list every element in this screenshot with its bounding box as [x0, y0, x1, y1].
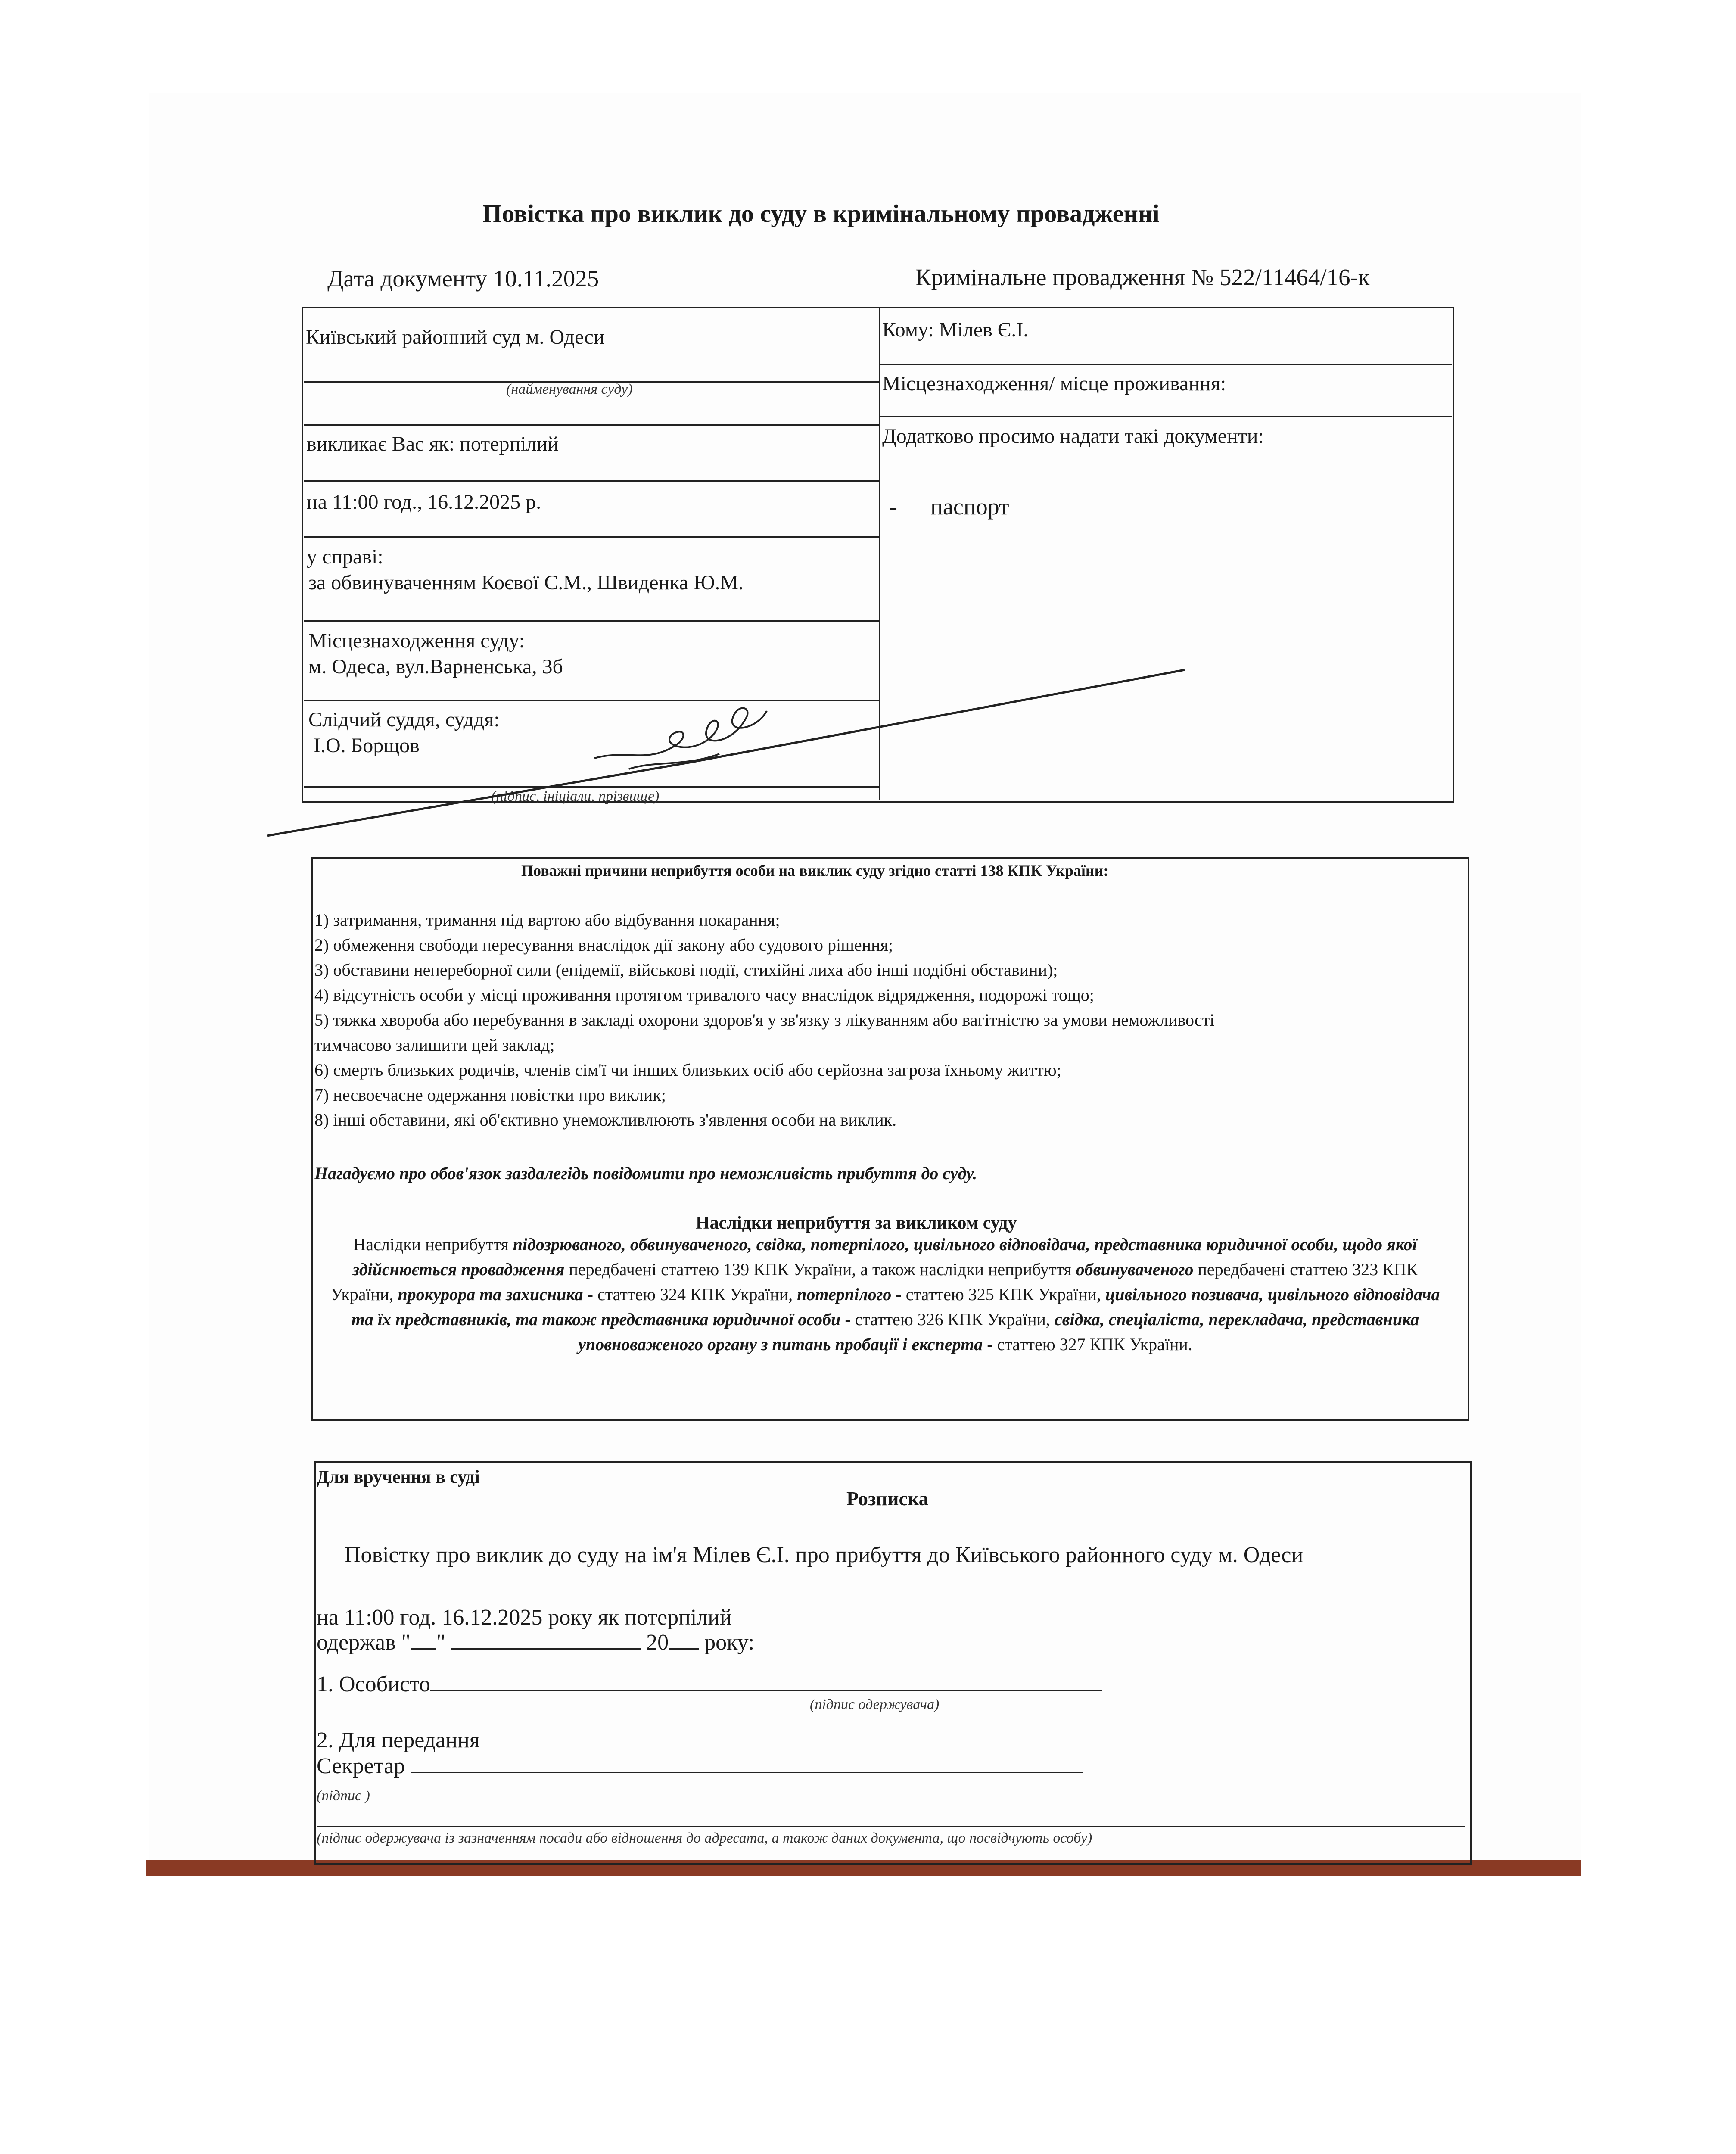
- signature-note: (підпис, ініціали, прізвище): [491, 788, 660, 804]
- consequences-title: Наслідки неприбуття за викликом суду: [696, 1213, 1017, 1233]
- document-item: паспорт: [930, 494, 1009, 520]
- court-name: Київський районний суд м. Одеси: [306, 326, 605, 349]
- receipt-line-1: Повістку про виклик до суду на ім'я Мілев Є.І. про прибуття до Київського районного суду м. Одеси: [345, 1543, 1304, 1567]
- background-surface: [0, 1860, 1736, 2154]
- personal-signature-blank[interactable]: [430, 1673, 1102, 1691]
- court-location-value: м. Одеса, вул.Варненська, 3б: [308, 655, 563, 678]
- document-item-bullet: -: [890, 494, 897, 520]
- secretary-line: Секретар: [317, 1753, 1083, 1779]
- case-value: за обвинуваченням Коєвої С.М., Швиденка Ю.М.: [308, 571, 744, 594]
- residence-label: Місцезнаходження/ місце проживання:: [882, 372, 1226, 395]
- row-line: [880, 364, 1452, 365]
- reason-item: тимчасово залишити цей заклад;: [314, 1035, 555, 1055]
- case-label: у справі:: [307, 545, 383, 568]
- bottom-rule: [317, 1826, 1465, 1827]
- row-line: [304, 424, 879, 426]
- reason-item: 7) несвоєчасне одержання повістки про виклик;: [314, 1085, 666, 1105]
- court-location-label: Місцезнаходження суду:: [308, 629, 525, 652]
- receipt-header: Для вручення в суді: [317, 1467, 480, 1487]
- received-line: одержав " " 20 року:: [317, 1630, 755, 1655]
- secretary-signature-blank[interactable]: [411, 1755, 1083, 1773]
- row-line: [304, 620, 879, 622]
- reason-item: 8) інші обставини, які об'єктивно унеможливлюють з'явлення особи на виклик.: [314, 1110, 897, 1130]
- secretary-note: (підпис ): [317, 1788, 370, 1804]
- day-blank[interactable]: [411, 1631, 436, 1650]
- row-line: [880, 416, 1452, 417]
- summoned-as: викликає Вас як: потерпілий: [307, 433, 559, 455]
- row-line: [304, 536, 879, 538]
- reminder-text: Нагадуємо про обов'язок заздалегідь повідомити про неможливість прибуття до суду.: [314, 1164, 977, 1183]
- document-date: Дата документу 10.11.2025: [327, 265, 599, 292]
- month-blank[interactable]: [451, 1631, 641, 1650]
- reason-item: 6) смерть близьких родичів, членів сім'ї чи інших близьких осіб або серйозна загроза їхньому життю;: [314, 1060, 1061, 1080]
- receipt-line-2: на 11:00 год. 16.12.2025 року як потерпілий: [317, 1605, 732, 1630]
- court-name-note: (найменування суду): [506, 381, 633, 397]
- reason-item: 3) обставини непереборної сили (епідемії, військові події, стихійні лиха або інші подібні обставини);: [314, 960, 1058, 980]
- reason-item: 5) тяжка хвороба або перебування в закладі охорони здоров'я у зв'язку з лікуванням або вагітністю за умови неможливості: [314, 1010, 1215, 1030]
- transfer-label: 2. Для передання: [317, 1728, 480, 1752]
- receipt-title: Розписка: [846, 1488, 929, 1510]
- hearing-datetime: на 11:00 год., 16.12.2025 р.: [307, 491, 541, 514]
- recipient: Кому: Мілев Є.І.: [882, 318, 1029, 341]
- judge-label: Слідчий суддя, суддя:: [308, 708, 500, 731]
- reason-item: 4) відсутність особи у місці проживання протягом тривалого часу внаслідок відрядження, подорожі тощо;: [314, 985, 1094, 1005]
- consequences-text: Наслідки неприбуття підозрюваного, обвинуваченого, свідка, потерпілого, цивільного відповідача, представника юридичної особи, щодо якої здійснюється провадження передбачені статтею 139 КПК України, а також наслідки неприбуття обвинуваченого передбачені статтею 323 КПК України, прокурора та захисника - статтею 324 КПК України, потерпілого - статтею 325 КПК України, цивільного позивача, цивільного відповідача та їх представників, та також представника юридичної особи - статтею 326 КПК України, свідка, спеціаліста, перекладача, представника уповноваженого органу з питань пробації і експерта - статтею 327 КПК України.: [330, 1235, 1440, 1354]
- receipt-box: [314, 1461, 1472, 1865]
- reasons-title: Поважні причини неприбуття особи на виклик суду згідно статті 138 КПК України:: [521, 862, 1109, 879]
- case-number: Кримінальне провадження № 522/11464/16-к: [915, 264, 1370, 290]
- personal-line: 1. Особисто: [317, 1672, 1102, 1697]
- personal-note: (підпис одержувача): [810, 1696, 940, 1712]
- judge-signature: [258, 655, 1292, 849]
- reason-item: 1) затримання, тримання під вартою або відбування покарання;: [314, 910, 780, 930]
- document-title: Повістка про виклик до суду в кримінальному провадженні: [482, 199, 1160, 227]
- row-line: [304, 480, 879, 482]
- reason-item: 2) обмеження свободи пересування внаслідок дії закону або судового рішення;: [314, 935, 893, 955]
- documents-request: Додатково просимо надати такі документи:: [882, 425, 1264, 448]
- bottom-note: (підпис одержувача із зазначенням посади або відношення до адресата, а також даних документа, що посвідчують особу): [317, 1830, 1092, 1846]
- judge-name: І.О. Борщов: [314, 734, 420, 757]
- year-blank[interactable]: [669, 1631, 699, 1650]
